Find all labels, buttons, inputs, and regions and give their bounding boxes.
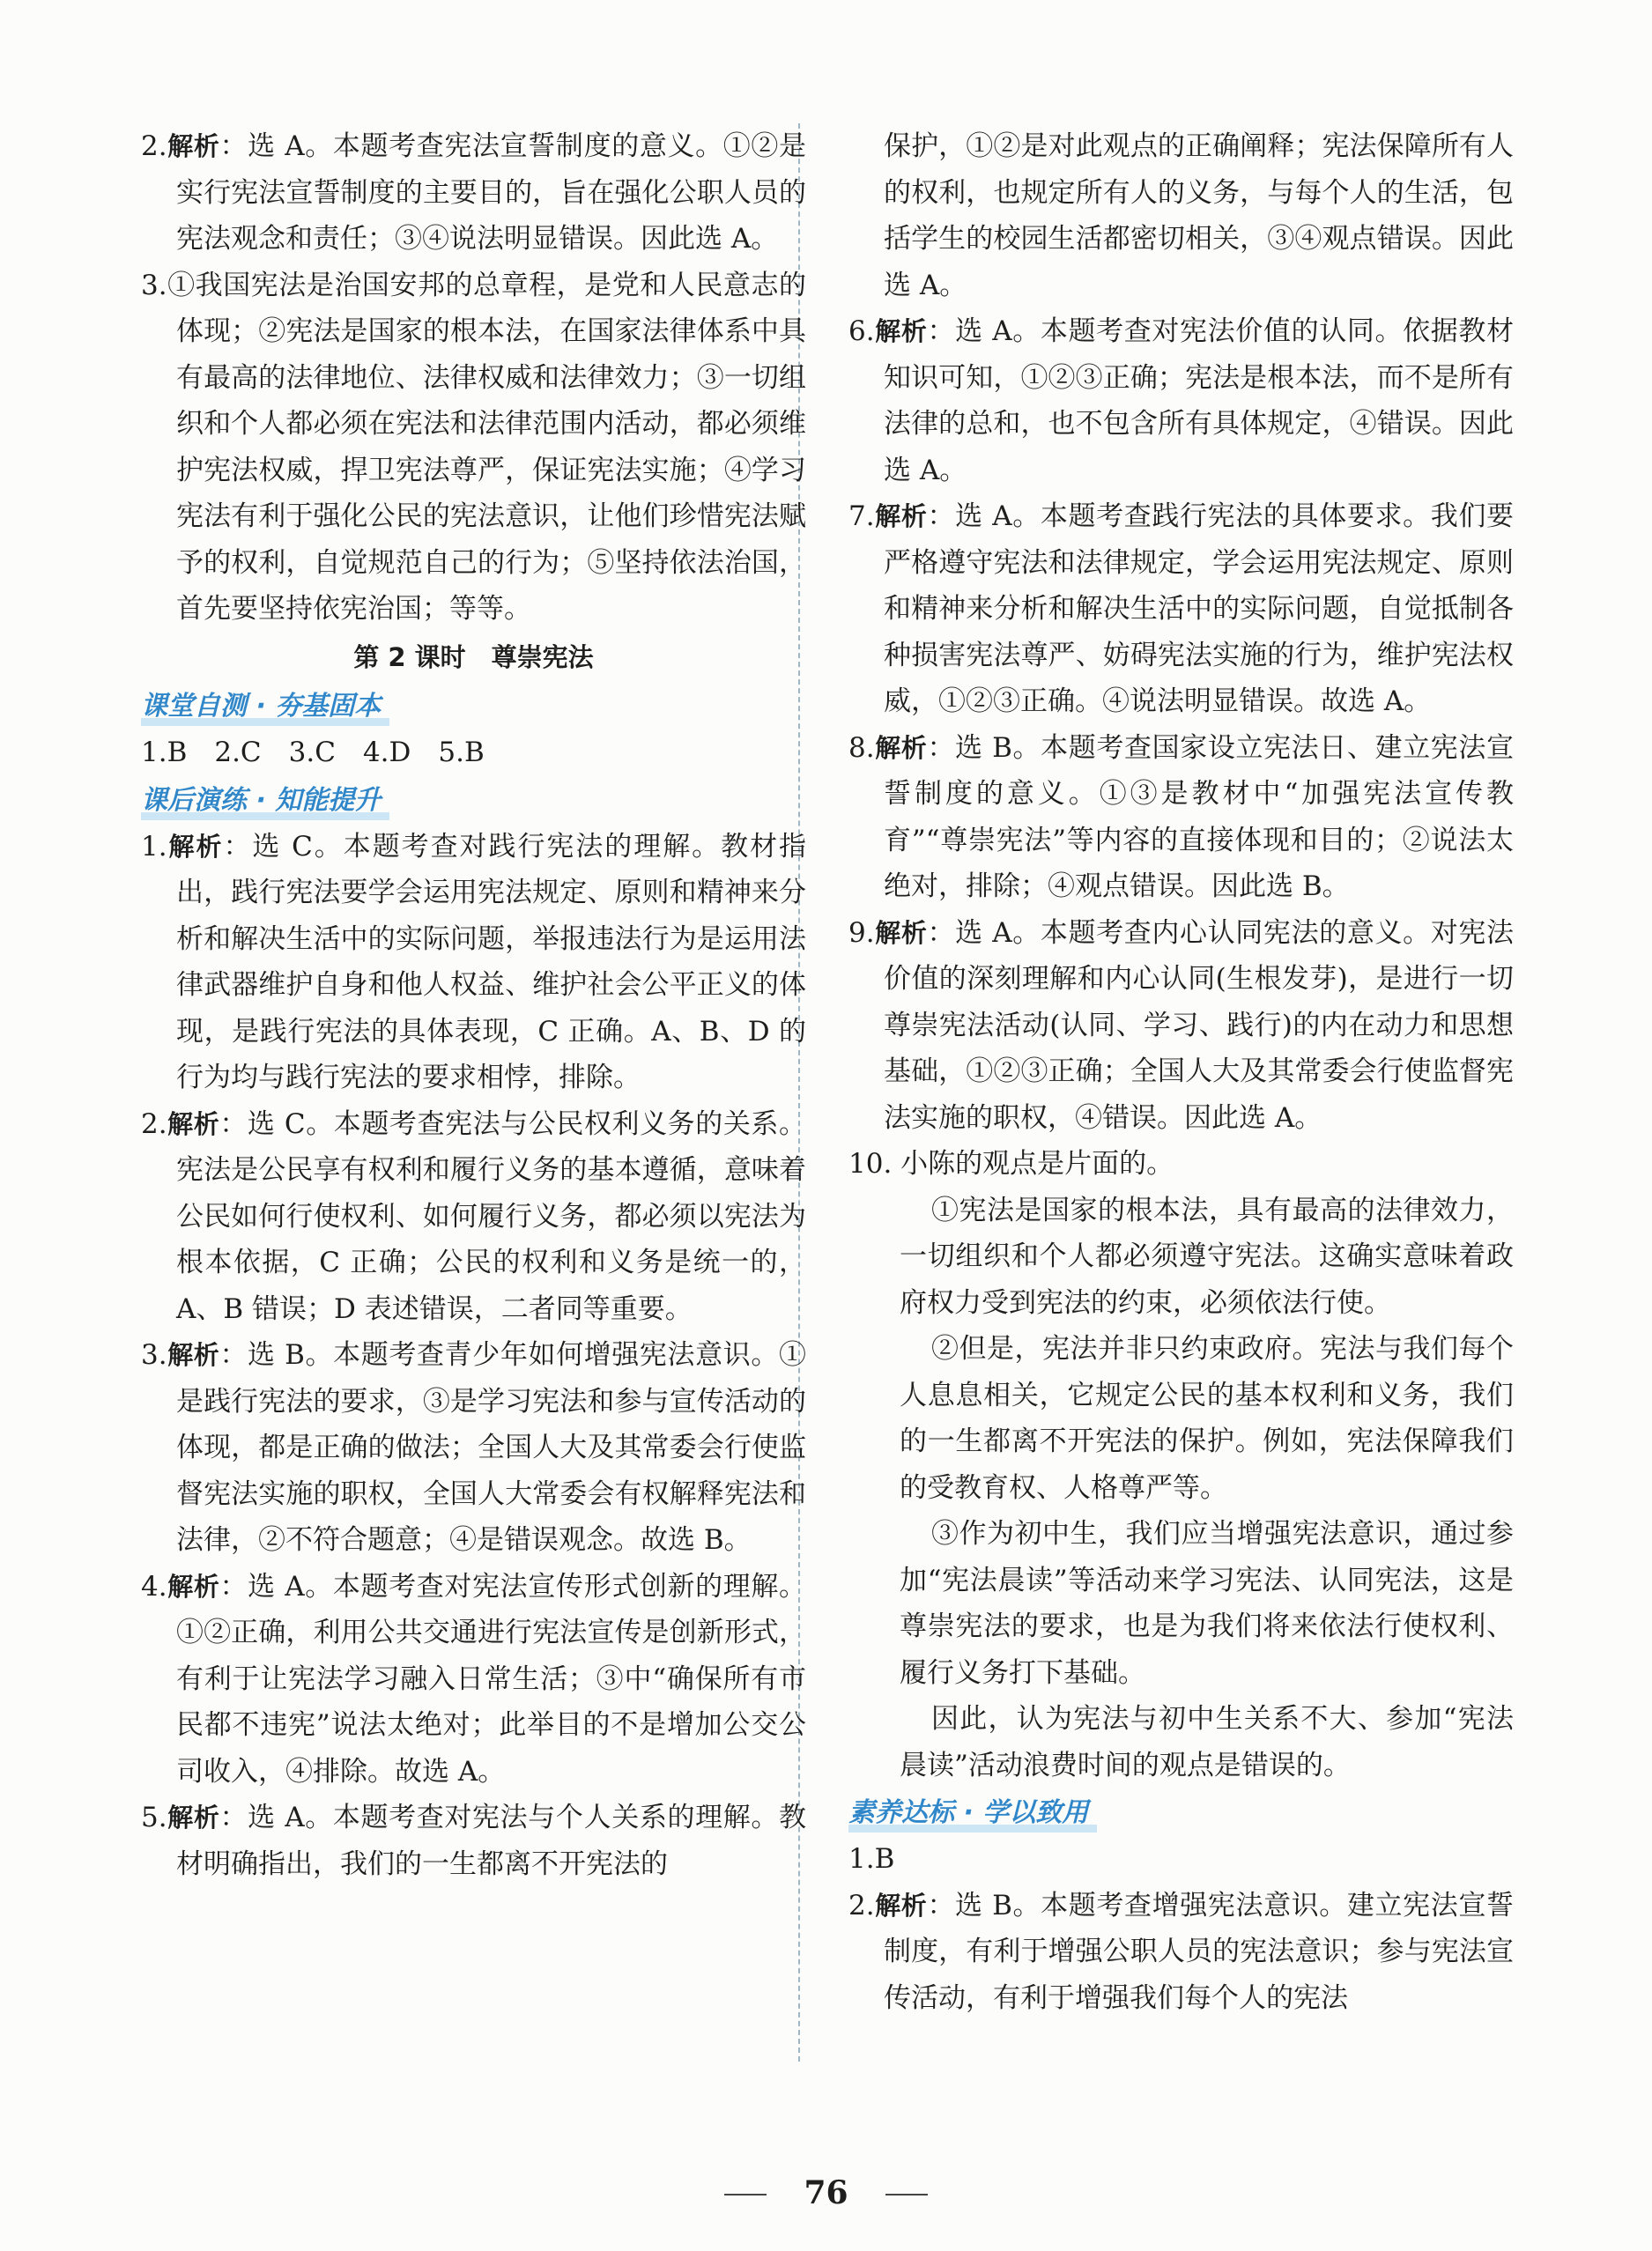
- answer-item: 4.解析：选 A。本题考查对宪法宣传形式创新的理解。①②正确，利用公共交通进行宪法宣传是创新形式，有利于让宪法学习融入日常生活；③中“确保所有市民都不违宪”说法太绝对；此举目的不是增加公交公司收入，④排除。故选 A。: [141, 1570, 806, 1788]
- answer-item-10-head: 10. 小陈的观点是片面的。: [848, 1148, 1174, 1180]
- answer-item-10-point: ③作为初中生，我们应当增强宪法意识，通过参加“宪法晨读”等活动来学习宪法、认同宪法，这是尊崇宪法的要求，也是为我们将来依法行使权利、履行义务打下基础。: [900, 1518, 1514, 1689]
- page-number-dash-right: [885, 2194, 928, 2195]
- answer-item: 2.解析：选 A。本题考查宪法宣誓制度的意义。①②是实行宪法宣誓制度的主要目的，旨在强化公职人员的宪法观念和责任；③④说法明显错误。因此选 A。: [141, 130, 806, 255]
- right-column: [848, 123, 1514, 2021]
- answer-item: 3.①我国宪法是治国安邦的总章程，是党和人民意志的体现；②宪法是国家的根本法，在国家法律体系中具有最高的法律地位、法律权威和法律效力；③一切组织和个人都必须在宪法和法律范围内活动，都必须维护宪法权威，捍卫宪法尊严，保证宪法实施；④学习宪法有利于强化公民的宪法意识，让他们珍惜宪法赋予的权利，自觉规范自己的行为；⑤坚持依法治国，首先要坚持依宪治国；等等。: [141, 269, 806, 625]
- page-number: 76: [804, 2174, 848, 2211]
- answer-key-line: 1.B 2.C 3.C 4.D 5.B: [141, 737, 485, 768]
- answer-item-10-conclusion: 因此，认为宪法与初中生关系不大、参加“宪法晨读”活动浪费时间的观点是错误的。: [900, 1703, 1514, 1781]
- lesson-title: 第 2 课时 尊崇宪法: [353, 641, 594, 672]
- section-heading-literacy: 素养达标 · 学以致用: [848, 1794, 1097, 1833]
- section-heading-after-class: 课后演练 · 知能提升: [141, 781, 389, 820]
- answer-item-10-point: ②但是，宪法并非只约束政府。宪法与我们每个人息息相关，它规定公民的基本权利和义务，我们的一生都离不开宪法的保护。例如，宪法保障我们的受教育权、人格尊严等。: [900, 1333, 1514, 1504]
- answer-item: 1.解析：选 C。本题考查对践行宪法的理解。教材指出，践行宪法要学会运用宪法规定、原则和精神来分析和解决生活中的实际问题，举报违法行为是运用法律武器维护自身和他人权益、维护社会公平正义的体现，是践行宪法的具体表现，C 正确。A、B、D 的行为均与践行宪法的要求相悖，排除。: [141, 830, 806, 1093]
- answer-item: 2.解析：选 C。本题考查宪法与公民权利义务的关系。宪法是公民享有权利和履行义务的基本遵循，意味着公民如何行使权利、如何履行义务，都必须以宪法为根本依据，C 正确；公民的权利和义务是统一的，A、B 错误；D 表述错误，二者同等重要。: [141, 1107, 806, 1325]
- answer-key-line: 1.B: [848, 1843, 895, 1875]
- answer-item: 7.解析：选 A。本题考查践行宪法的具体要求。我们要严格遵守宪法和法律规定，学会运用宪法规定、原则和精神来分析和解决生活中的实际问题，自觉抵制各种损害宪法尊严、妨碍宪法实施的行为，维护宪法权威，①②③正确。④说法明显错误。故选 A。: [848, 500, 1514, 717]
- answer-item: 5.解析：选 A。本题考查对宪法与个人关系的理解。教材明确指出，我们的一生都离不开宪法的: [141, 1802, 806, 1880]
- answer-item: 2.解析：选 B。本题考查增强宪法意识。建立宪法宣誓制度，有利于增强公职人员的宪法意识；参与宪法宣传活动，有利于增强我们每个人的宪法: [848, 1889, 1514, 2014]
- answer-item: 8.解析：选 B。本题考查国家设立宪法日、建立宪法宣誓制度的意义。①③是教材中“加强宪法宣传教育”“尊崇宪法”等内容的直接体现和目的；②说法太绝对，排除；④观点错误。因此选 B。: [848, 731, 1514, 902]
- answer-item-10-point: ①宪法是国家的根本法，具有最高的法律效力，一切组织和个人都必须遵守宪法。这确实意味着政府权力受到宪法的约束，必须依法行使。: [900, 1194, 1514, 1319]
- answer-item: 3.解析：选 B。本题考查青少年如何增强宪法意识。①是践行宪法的要求，③是学习宪法和参与宣传活动的体现，都是正确的做法；全国人大及其常委会行使监督宪法实施的职权，全国人大常委会有权解释宪法和法律，②不符合题意；④是错误观念。故选 B。: [141, 1339, 806, 1556]
- answer-item: 6.解析：选 A。本题考查对宪法价值的认同。依据教材知识可知，①②③正确；宪法是根本法，而不是所有法律的总和，也不包含所有具体规定，④错误。因此选 A。: [848, 315, 1514, 486]
- answer-item: 9.解析：选 A。本题考查内心认同宪法的意义。对宪法价值的深刻理解和内心认同(生根发芽)，是进行一切尊崇宪法活动(认同、学习、践行)的内在动力和思想基础，①②③正确；全国人大及其常委会行使监督宪法实施的职权，④错误。因此选 A。: [848, 916, 1514, 1134]
- section-heading-classroom-test: 课堂自测 · 夯基固本: [141, 687, 389, 726]
- continued-text: 保护，①②是对此观点的正确阐释；宪法保障所有人的权利，也规定所有人的义务，与每个人的生活，包括学生的校园生活都密切相关，③④观点错误。因此选 A。: [884, 130, 1514, 301]
- left-column: [141, 123, 806, 1887]
